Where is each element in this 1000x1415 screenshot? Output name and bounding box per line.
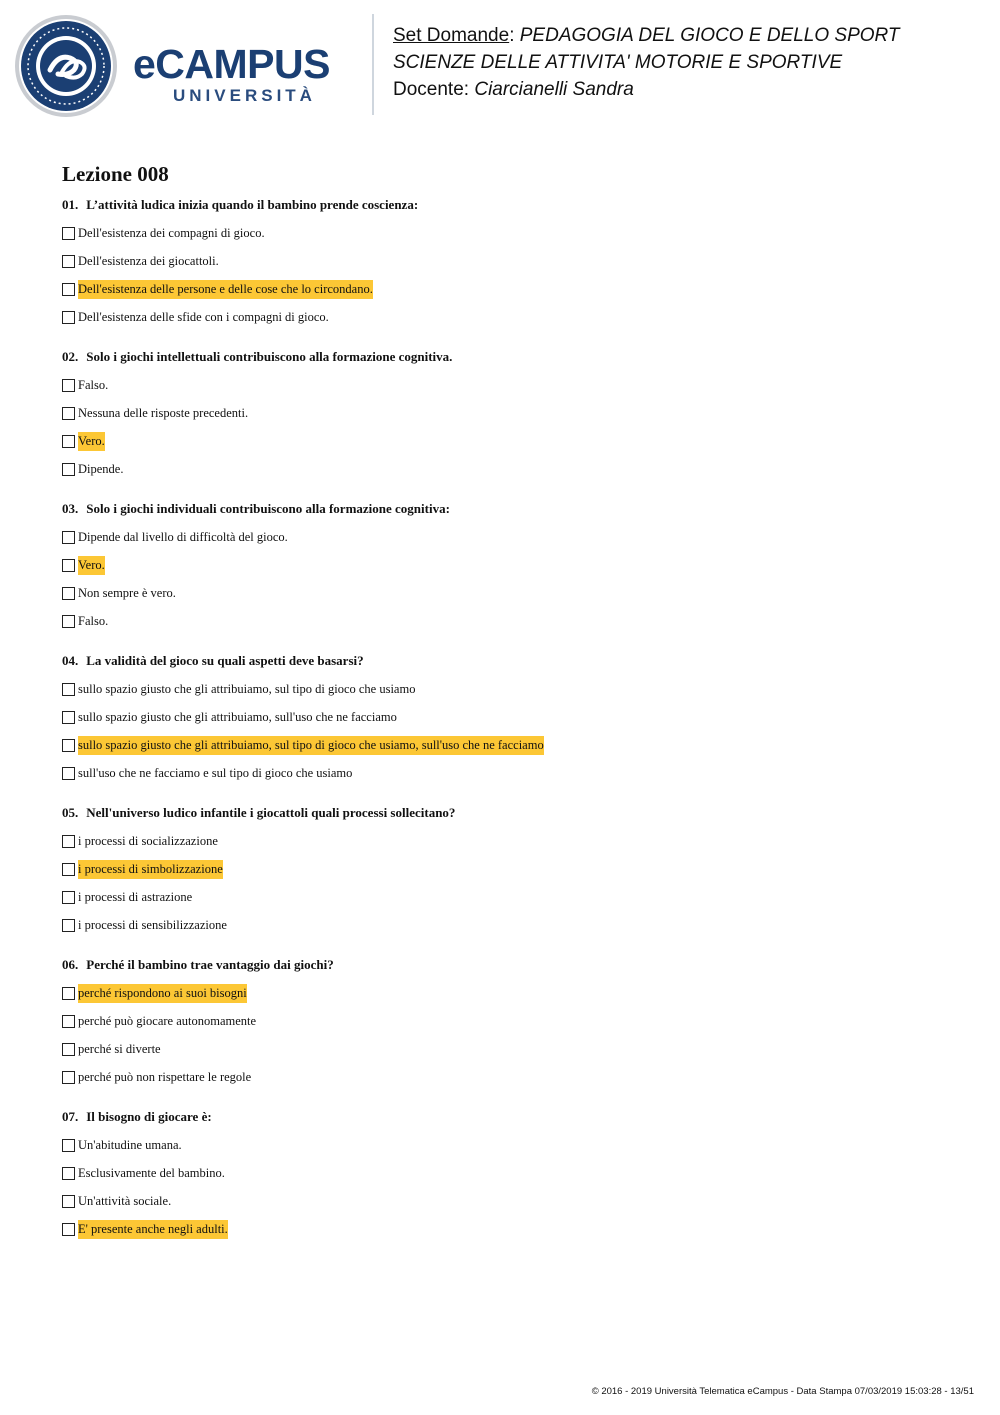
answer-checkbox[interactable] xyxy=(62,615,75,628)
answer-text: Dipende dal livello di difficoltà del gioco. xyxy=(78,529,288,544)
answer-text: i processi di astrazione xyxy=(78,889,193,904)
page-footer: © 2016 - 2019 Università Telematica eCampus - Data Stampa 07/03/2019 15:03:28 - 13/51 xyxy=(591,1386,974,1397)
answer-checkbox[interactable] xyxy=(62,1043,75,1056)
answer-option[interactable] xyxy=(62,607,962,635)
answer-text: perché può giocare autonomamente xyxy=(78,1013,257,1028)
answer-checkbox[interactable] xyxy=(62,711,75,724)
answer-option[interactable] xyxy=(62,855,962,883)
answer-text-correct: E' presente anche negli adulti. xyxy=(78,1220,228,1239)
question xyxy=(62,196,962,331)
question-label: Il bisogno di giocare è: xyxy=(86,1109,212,1124)
question-list xyxy=(62,196,962,1260)
answer-option[interactable] xyxy=(62,1187,962,1215)
answer-option[interactable] xyxy=(62,827,962,855)
answer-checkbox[interactable] xyxy=(62,683,75,696)
answer-text: perché si diverte xyxy=(78,1041,161,1056)
question-number: 01. xyxy=(62,197,79,212)
answer-checkbox[interactable] xyxy=(62,919,75,932)
answer-checkbox[interactable] xyxy=(62,559,75,572)
course-name: PEDAGOGIA DEL GIOCO E DELLO SPORT xyxy=(519,25,900,46)
answer-text-correct: Dell'esistenza delle persone e delle cose che lo circondano. xyxy=(78,280,373,299)
answer-checkbox[interactable] xyxy=(62,227,75,240)
question xyxy=(62,652,962,787)
answer-checkbox[interactable] xyxy=(62,1223,75,1236)
answer-checkbox[interactable] xyxy=(62,283,75,296)
answer-text: sullo spazio giusto che gli attribuiamo, sull'uso che ne facciamo xyxy=(78,709,397,724)
answer-checkbox[interactable] xyxy=(62,987,75,1000)
teacher-name: Ciarcianelli Sandra xyxy=(474,79,634,100)
answer-text: perché può non rispettare le regole xyxy=(78,1069,252,1084)
answer-text: Dell'esistenza dei giocattoli. xyxy=(78,253,219,268)
degree-name: SCIENZE DELLE ATTIVITA' MOTORIE E SPORTIVE xyxy=(393,52,843,73)
answer-option[interactable] xyxy=(62,247,962,275)
logo-sub: UNIVERSITÀ xyxy=(173,86,316,105)
answer-checkbox[interactable] xyxy=(62,255,75,268)
question-number: 06. xyxy=(62,957,79,972)
answer-text-correct: Vero. xyxy=(78,432,105,451)
answer-text: Un'attività sociale. xyxy=(78,1193,172,1208)
teacher-line: Docente: Ciarcianelli Sandra xyxy=(393,79,634,100)
answer-checkbox[interactable] xyxy=(62,587,75,600)
answer-checkbox[interactable] xyxy=(62,863,75,876)
answer-checkbox[interactable] xyxy=(62,835,75,848)
answer-option[interactable] xyxy=(62,1215,962,1243)
answer-text: sullo spazio giusto che gli attribuiamo, sul tipo di gioco che usiamo xyxy=(78,681,416,696)
answer-option[interactable] xyxy=(62,551,962,579)
answer-option[interactable] xyxy=(62,731,962,759)
answer-checkbox[interactable] xyxy=(62,531,75,544)
set-line: Set Domande: PEDAGOGIA DEL GIOCO E DELLO SPORT xyxy=(393,25,900,46)
question-text xyxy=(62,1108,962,1126)
answer-checkbox[interactable] xyxy=(62,1195,75,1208)
answer-text: sull'uso che ne facciamo e sul tipo di gioco che usiamo xyxy=(78,765,353,780)
answer-option[interactable] xyxy=(62,523,962,551)
answer-text: Falso. xyxy=(78,377,109,392)
answer-text: Esclusivamente del bambino. xyxy=(78,1165,225,1180)
ecampus-seal-icon xyxy=(14,14,118,118)
answer-option[interactable] xyxy=(62,427,962,455)
answer-text-correct: sullo spazio giusto che gli attribuiamo, sul tipo di gioco che usiamo, sull'uso che ne facciamo xyxy=(78,736,544,755)
answer-checkbox[interactable] xyxy=(62,891,75,904)
question xyxy=(62,956,962,1091)
answer-text: Nessuna delle risposte precedenti. xyxy=(78,405,249,420)
question-text xyxy=(62,652,962,670)
answer-checkbox[interactable] xyxy=(62,1015,75,1028)
header-divider xyxy=(372,14,374,115)
answer-option[interactable] xyxy=(62,1063,962,1091)
question-label: Nell'universo ludico infantile i giocattoli quali processi sollecitano? xyxy=(86,805,456,820)
page-header xyxy=(0,0,1000,130)
answer-option[interactable] xyxy=(62,399,962,427)
answer-text: Dipende. xyxy=(78,461,124,476)
question-number: 02. xyxy=(62,349,79,364)
question-text xyxy=(62,804,962,822)
answer-option[interactable] xyxy=(62,371,962,399)
answer-checkbox[interactable] xyxy=(62,1167,75,1180)
answer-text: i processi di sensibilizzazione xyxy=(78,917,227,932)
question-label: La validità del gioco su quali aspetti deve basarsi? xyxy=(86,653,364,668)
set-label: Set Domande xyxy=(393,25,510,46)
answer-text-correct: perché rispondono ai suoi bisogni xyxy=(78,984,247,1003)
question-label: Solo i giochi intellettuali contribuiscono alla formazione cognitiva. xyxy=(86,349,453,364)
answer-checkbox[interactable] xyxy=(62,1139,75,1152)
answer-text: i processi di socializzazione xyxy=(78,833,218,848)
answer-text: Dell'esistenza delle sfide con i compagni di gioco. xyxy=(78,309,329,324)
answer-text: Non sempre è vero. xyxy=(78,585,176,600)
answer-option[interactable] xyxy=(62,911,962,939)
answer-text: Falso. xyxy=(78,613,109,628)
answer-option[interactable] xyxy=(62,883,962,911)
answer-text: Un'abitudine umana. xyxy=(78,1137,182,1152)
answer-checkbox[interactable] xyxy=(62,463,75,476)
question-label: Solo i giochi individuali contribuiscono alla formazione cognitiva: xyxy=(86,501,450,516)
answer-text: Dell'esistenza dei compagni di gioco. xyxy=(78,225,265,240)
answer-text-correct: Vero. xyxy=(78,556,105,575)
answer-option[interactable] xyxy=(62,759,962,787)
answer-checkbox[interactable] xyxy=(62,739,75,752)
answer-option[interactable] xyxy=(62,703,962,731)
question-number: 07. xyxy=(62,1109,79,1124)
answer-option[interactable] xyxy=(62,1035,962,1063)
question-text xyxy=(62,500,962,518)
ecampus-logo xyxy=(133,40,358,112)
answer-option[interactable] xyxy=(62,1131,962,1159)
answer-checkbox[interactable] xyxy=(62,767,75,780)
answer-option[interactable] xyxy=(62,579,962,607)
answer-option[interactable] xyxy=(62,1007,962,1035)
answer-checkbox[interactable] xyxy=(62,435,75,448)
answer-checkbox[interactable] xyxy=(62,311,75,324)
question-text xyxy=(62,956,962,974)
question-text xyxy=(62,348,962,366)
answer-option[interactable] xyxy=(62,675,962,703)
teacher-label: Docente xyxy=(393,79,464,100)
answer-option[interactable] xyxy=(62,219,962,247)
question xyxy=(62,348,962,483)
answer-option[interactable] xyxy=(62,455,962,483)
header-info xyxy=(393,22,900,103)
answer-checkbox[interactable] xyxy=(62,1071,75,1084)
answer-text-correct: i processi di simbolizzazione xyxy=(78,860,223,879)
question xyxy=(62,804,962,939)
answer-checkbox[interactable] xyxy=(62,407,75,420)
question-number: 05. xyxy=(62,805,79,820)
logo-brand: eCAMPUS xyxy=(133,41,330,87)
question-label: Perché il bambino trae vantaggio dai giochi? xyxy=(86,957,334,972)
answer-option[interactable] xyxy=(62,303,962,331)
answer-option[interactable] xyxy=(62,979,962,1007)
question xyxy=(62,1108,962,1243)
answer-option[interactable] xyxy=(62,275,962,303)
question xyxy=(62,500,962,635)
question-number: 04. xyxy=(62,653,79,668)
question-number: 03. xyxy=(62,501,79,516)
answer-checkbox[interactable] xyxy=(62,379,75,392)
question-text xyxy=(62,196,962,214)
answer-option[interactable] xyxy=(62,1159,962,1187)
lesson-title: Lezione 008 xyxy=(62,162,169,186)
question-label: L’attività ludica inizia quando il bambino prende coscienza: xyxy=(86,197,419,212)
